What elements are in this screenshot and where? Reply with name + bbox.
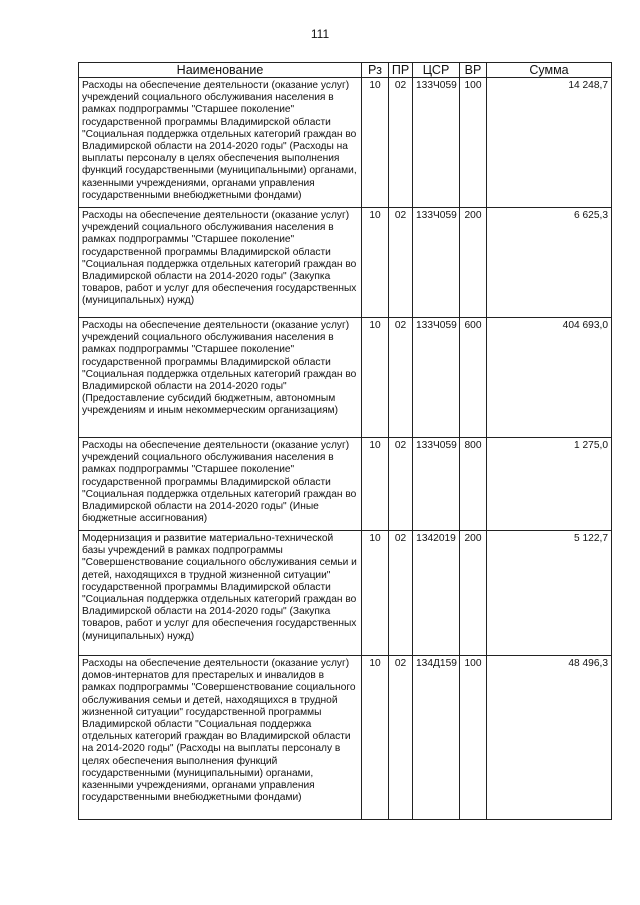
header-sum: Сумма: [487, 63, 612, 78]
row-vr: 800: [460, 438, 487, 531]
row-vr: 100: [460, 78, 487, 208]
header-pr: ПР: [389, 63, 413, 78]
row-name: Расходы на обеспечение деятельности (оказание услуг) учреждений социального обслуживания населения в рамках подпрограммы "Старшее поколение" государственной программы Владимирской области "Социальная поддержка отдельных категорий граждан во Владимирской области на 2014-2020 годы" (Иные бюджетные ассигнования): [79, 438, 362, 531]
row-sum: 1 275,0: [487, 438, 612, 531]
row-sum: 14 248,7: [487, 78, 612, 208]
row-vr: 200: [460, 531, 487, 656]
row-pr: 02: [389, 438, 413, 531]
row-sum: 404 693,0: [487, 318, 612, 438]
row-vr: 100: [460, 656, 487, 820]
row-name: Расходы на обеспечение деятельности (оказание услуг) учреждений социального обслуживания населения в рамках подпрограммы "Старшее поколение" государственной программы Владимирской области "Социальная поддержка отдельных категорий граждан во Владимирской области на 2014-2020 годы" (Закупка товаров, работ и услуг для обеспечения государственных (муниципальных) нужд): [79, 208, 362, 318]
row-pr: 02: [389, 318, 413, 438]
header-vr: ВР: [460, 63, 487, 78]
row-sum: 5 122,7: [487, 531, 612, 656]
row-name: Модернизация и развитие материально-технической базы учреждений в рамках подпрограммы "Совершенствование социального обслуживания семьи и детей, находящихся в трудной жизненной ситуации" государственной программы Владимирской области "Социальная поддержка отдельных категорий граждан во Владимирской области на 2014-2020 годы" (Закупка товаров, работ и услуг для обеспечения государственных (муниципальных) нужд): [79, 531, 362, 656]
row-rz: 10: [362, 656, 389, 820]
row-pr: 02: [389, 531, 413, 656]
table-row: [79, 531, 612, 656]
table-row: [79, 438, 612, 531]
header-name: Наименование: [79, 63, 362, 78]
row-rz: 10: [362, 208, 389, 318]
page-number: 111: [310, 27, 330, 41]
table-row: [79, 656, 612, 820]
row-pr: 02: [389, 656, 413, 820]
header-rz: Рз: [362, 63, 389, 78]
row-vr: 600: [460, 318, 487, 438]
header-row: [79, 63, 612, 78]
row-rz: 10: [362, 531, 389, 656]
row-name: Расходы на обеспечение деятельности (оказание услуг) домов-интернатов для престарелых и инвалидов в рамках подпрограммы "Совершенствование социального обслуживания семьи и детей, находящихся в трудной жизненной ситуации" государственной программы Владимирской области "Социальная поддержка отдельных категорий граждан во Владимирской области на 2014-2020 годы" (Расходы на выплаты персоналу в целях обеспечения выполнения функций государственными (муниципальными) органами, казенными учреждениями, органами управления государственными внебюджетными фондами): [79, 656, 362, 820]
row-csr: 1342019: [413, 531, 460, 656]
table-row: [79, 78, 612, 208]
row-rz: 10: [362, 318, 389, 438]
row-csr: 133Ч059: [413, 318, 460, 438]
row-sum: 6 625,3: [487, 208, 612, 318]
row-pr: 02: [389, 208, 413, 318]
row-name: Расходы на обеспечение деятельности (оказание услуг) учреждений социального обслуживания населения в рамках подпрограммы "Старшее поколение" государственной программы Владимирской области "Социальная поддержка отдельных категорий граждан во Владимирской области на 2014-2020 годы" (Предоставление субсидий бюджетным, автономным учреждениям и иным некоммерческим организациям): [79, 318, 362, 438]
budget-table: [78, 62, 612, 820]
row-csr: 133Ч059: [413, 208, 460, 318]
table-row: [79, 208, 612, 318]
row-csr: 134Д159: [413, 656, 460, 820]
table-row: [79, 318, 612, 438]
row-csr: 133Ч059: [413, 78, 460, 208]
row-rz: 10: [362, 78, 389, 208]
row-csr: 133Ч059: [413, 438, 460, 531]
row-pr: 02: [389, 78, 413, 208]
row-name: Расходы на обеспечение деятельности (оказание услуг) учреждений социального обслуживания населения в рамках подпрограммы "Старшее поколение" государственной программы Владимирской области "Социальная поддержка отдельных категорий граждан во Владимирской области на 2014-2020 годы" (Расходы на выплаты персоналу в целях обеспечения выполнения функций государственными (муниципальными) органами, казенными учреждениями, органами управления государственными внебюджетными фондами): [79, 78, 362, 208]
header-csr: ЦСР: [413, 63, 460, 78]
row-sum: 48 496,3: [487, 656, 612, 820]
row-rz: 10: [362, 438, 389, 531]
row-vr: 200: [460, 208, 487, 318]
